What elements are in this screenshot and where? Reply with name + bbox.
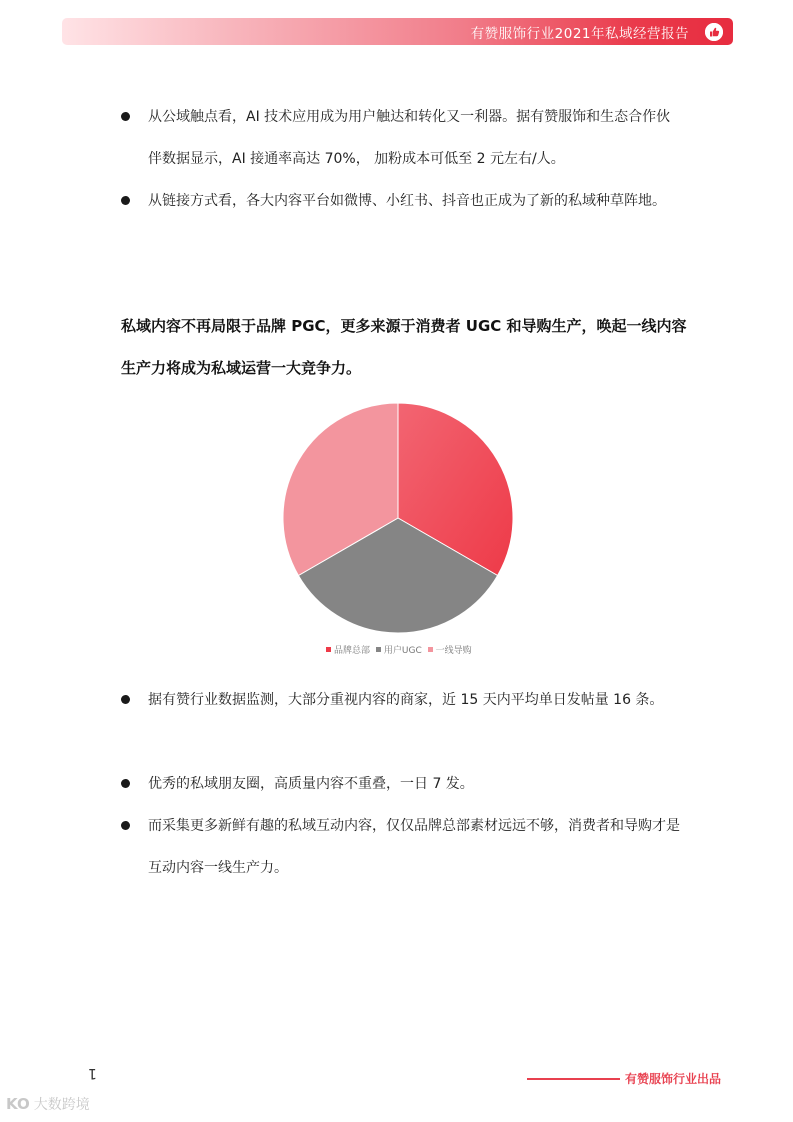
bullet-text: 而采集更多新鲜有趣的私域互动内容，仅仅品牌总部素材远远不够，消费者和导购才是互动内容一线生产力。 xyxy=(148,818,680,876)
legend-item xyxy=(376,643,422,656)
bullet-dot-icon xyxy=(121,779,130,788)
bullet-text: 从链接方式看，各大内容平台如微博、小红书、抖音也正成为了新的私域种草阵地。 xyxy=(148,193,666,209)
report-title: 有赞服饰行业2021年私域经营报告 xyxy=(470,26,689,42)
pie-slices xyxy=(283,403,513,633)
legend-label: 用户UGC xyxy=(383,646,422,656)
bullet-text: 据有赞行业数据监测，大部分重视内容的商家，近 15 天内平均单日发帖量 16 条。 xyxy=(148,692,664,708)
list-item xyxy=(148,96,683,180)
footer-publisher: 有赞服饰行业出品 xyxy=(625,1072,722,1086)
chart-legend xyxy=(326,643,475,656)
legend-item xyxy=(428,643,472,656)
footer-divider xyxy=(527,1078,620,1080)
bullet-dot-icon xyxy=(121,695,130,704)
legend-label: 一线导购 xyxy=(435,646,472,656)
section-heading: 私域内容不再局限于品牌 PGC，更多来源于消费者 UGC 和导购生产，唤起一线内容生产力将成为私域运营一大竞争力。 xyxy=(121,317,687,377)
watermark-logo-icon: KO xyxy=(6,1095,30,1113)
legend-label: 品牌总部 xyxy=(334,646,371,656)
legend-swatch xyxy=(376,647,381,652)
watermark xyxy=(6,1094,90,1114)
pie-chart xyxy=(270,392,526,667)
list-item xyxy=(148,805,683,889)
list-item xyxy=(148,763,683,805)
watermark-text: 大数跨境 xyxy=(33,1097,90,1113)
page-number: 1 xyxy=(88,1065,97,1081)
list-item xyxy=(148,180,683,222)
bullet-dot-icon xyxy=(121,821,130,830)
bullet-dot-icon xyxy=(121,196,130,205)
header-banner xyxy=(62,18,733,45)
thumbs-up-icon xyxy=(705,23,723,41)
bullet-text: 优秀的私域朋友圈，高质量内容不重叠，一日 7 发。 xyxy=(148,776,474,792)
legend-swatch xyxy=(428,647,433,652)
bullet-text: 从公域触点看，AI 技术应用成为用户触达和转化又一利器。据有赞服饰和生态合作伙伴数据显示，AI 接通率高达 70%， 加粉成本可低至 2 元左右/人。 xyxy=(148,109,671,167)
bullet-dot-icon xyxy=(121,112,130,121)
list-item xyxy=(148,679,683,721)
legend-item xyxy=(326,643,370,656)
legend-swatch xyxy=(326,647,331,652)
